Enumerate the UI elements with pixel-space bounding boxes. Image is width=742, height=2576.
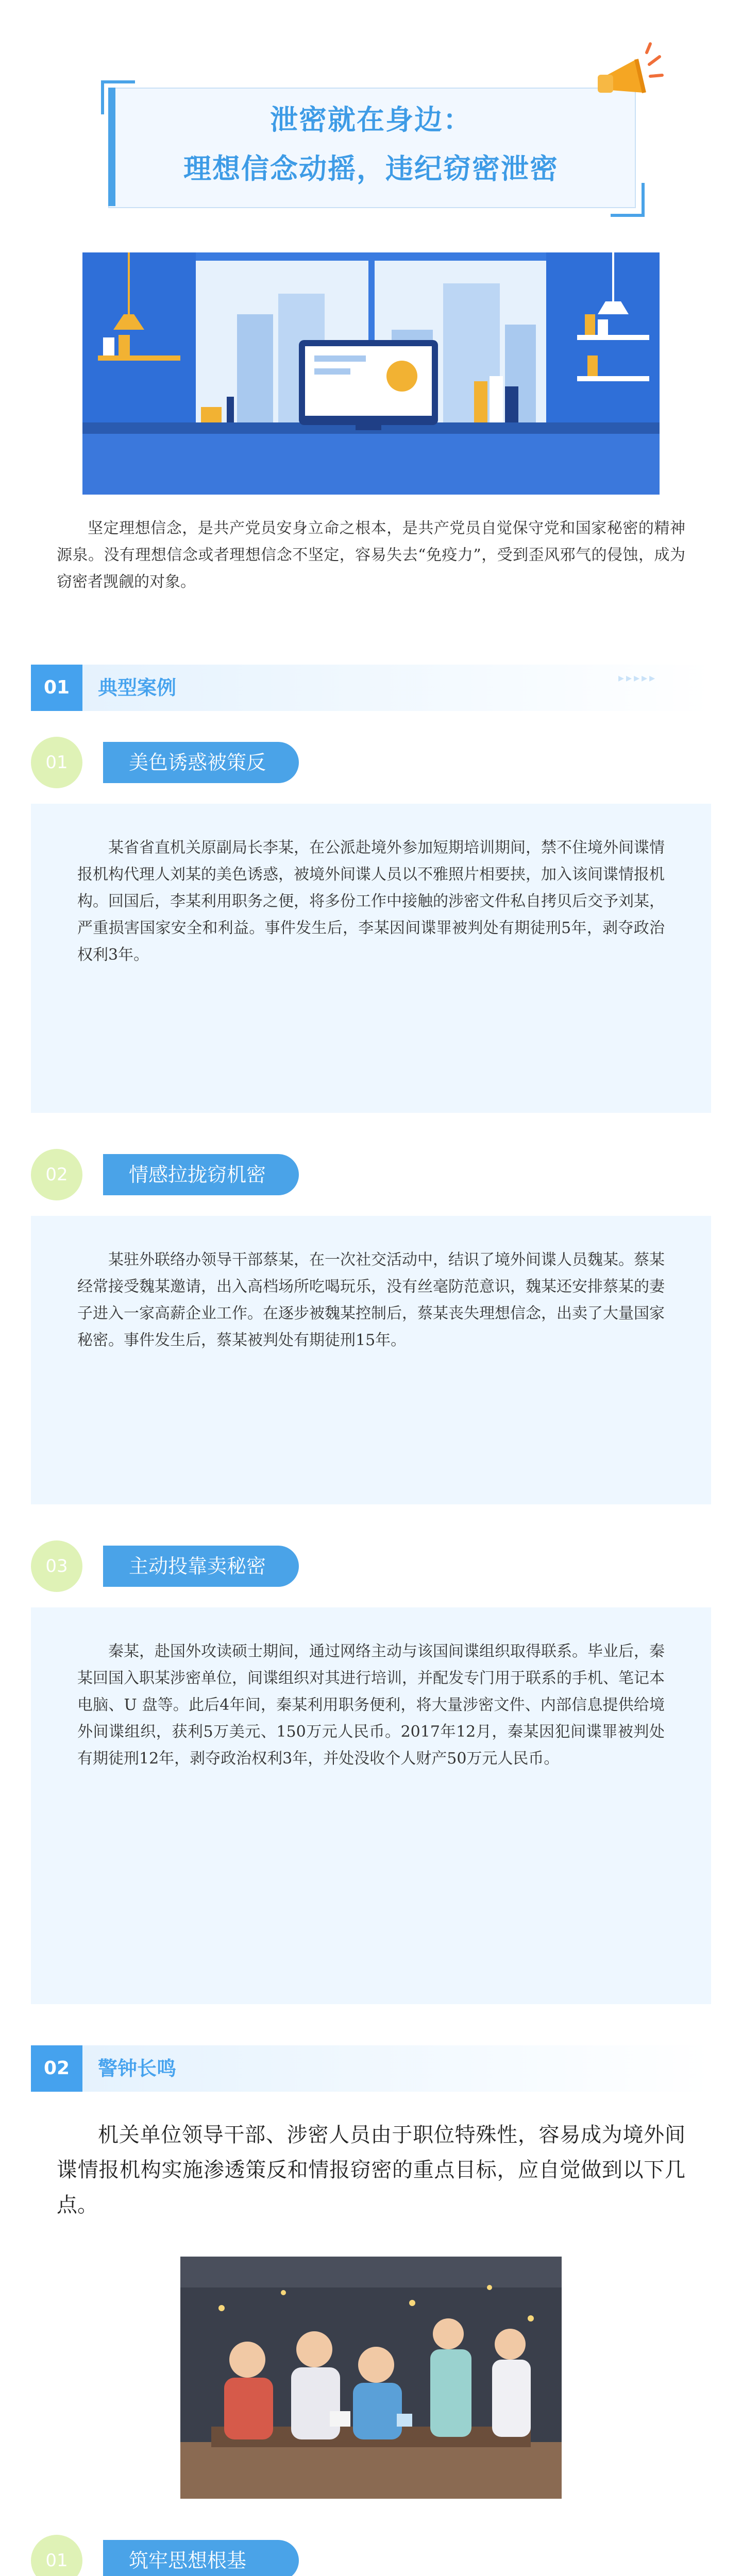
title-corner-decoration: [611, 183, 645, 217]
section-title: 警钟长鸣: [98, 2057, 177, 2080]
tip-title: 筑牢思想根基: [103, 2540, 299, 2576]
case-title: 美色诱惑被策反: [103, 742, 299, 783]
page-title-line2: 理想信念动摇，违纪窃密泄密: [183, 152, 559, 185]
section-number: 02: [31, 2045, 82, 2092]
section-title: 典型案例: [98, 676, 177, 699]
tip-number-badge: 01: [31, 2535, 82, 2576]
office-illustration: [82, 252, 660, 495]
case-number-badge: 03: [31, 1540, 82, 1592]
section-header-warning: [31, 2045, 711, 2092]
section-number: 01: [31, 665, 82, 711]
case-title: 情感拉拢窃机密: [103, 1154, 299, 1195]
megaphone-icon: [587, 41, 665, 113]
case-body: 某省省直机关原副局长李某，在公派赴境外参加短期培训期间，禁不住境外间谍情报机构代理人刘某的美色诱惑，被境外间谍人员以不雅照片相要挟，加入该间谍情报机构。回国后，李某利用职务之便，将多份工作中接触的涉密文件私自拷贝后交予刘某，严重损害国家安全和利益。事件发生后，李某因间谍罪被判处有期徒刑5年，剥夺政治权利3年。: [77, 839, 665, 964]
case-body: 某驻外联络办领导干部蔡某，在一次社交活动中，结识了境外间谍人员魏某。蔡某经常接受魏某邀请，出入高档场所吃喝玩乐，没有丝毫防范意识，魏某还安排蔡某的妻子进入一家高薪企业工作。在逐步被魏某控制后，蔡某丧失理想信念，出卖了大量国家秘密。事件发生后，蔡某被判处有期徒刑15年。: [77, 1251, 665, 1349]
warning-intro-paragraph: 机关单位领导干部、涉密人员由于职位特殊性，容易成为境外间谍情报机构实施渗透策反和情报窃密的重点目标，应自觉做到以下几点。: [57, 2123, 685, 2217]
case-number-badge: 01: [31, 737, 82, 788]
case-card: [31, 804, 711, 1113]
meeting-illustration: [180, 2257, 562, 2499]
page-title-line1: 泄密就在身边：: [270, 104, 472, 136]
chevron-decoration-icon: ▸▸▸▸▸: [618, 672, 657, 685]
case-card: [31, 1216, 711, 1504]
case-body: 秦某，赴国外攻读硕士期间，通过网络主动与该国间谍组织取得联系。毕业后，秦某回国入职某涉密单位，间谍组织对其进行培训，并配发专门用于联系的手机、笔记本电脑、U 盘等。此后4年间，秦某利用职务便利，将大量涉密文件、内部信息提供给境外间谍组织，获利5万美元、150万元人民币。2017年12月，秦某因犯间谍罪被判处有期徒刑12年，剥夺政治权利3年，并处没收个人财产50万元人民币。: [77, 1642, 665, 1768]
case-number-badge: 02: [31, 1149, 82, 1200]
case-card: [31, 1607, 711, 2004]
case-title: 主动投靠卖秘密: [103, 1546, 299, 1587]
section-header-cases: [31, 665, 711, 711]
intro-paragraph: 坚定理想信念，是共产党员安身立命之根本，是共产党员自觉保守党和国家秘密的精神源泉。没有理想信念或者理想信念不坚定，容易失去“免疫力”，受到歪风邪气的侵蚀，成为窃密者觊觎的对象。: [57, 519, 685, 591]
